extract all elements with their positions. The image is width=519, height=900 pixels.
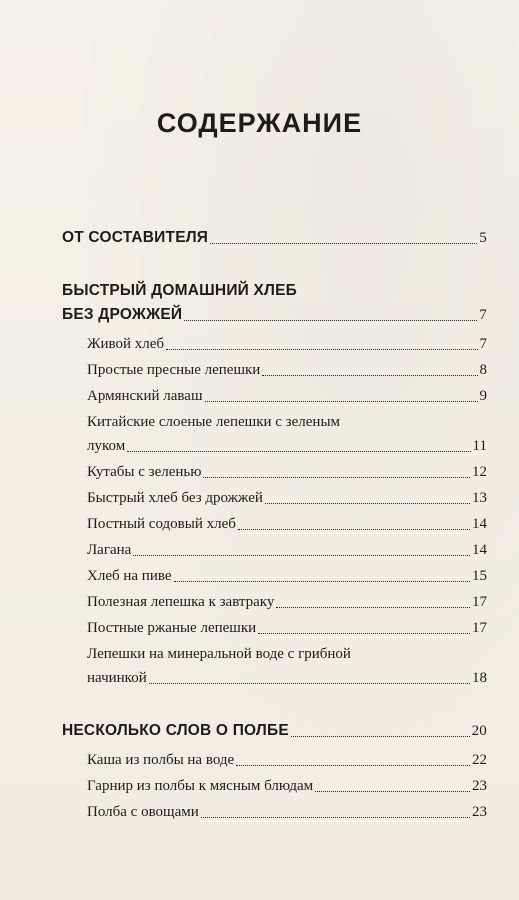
- dot-leader: [201, 817, 470, 818]
- toc-section-title-line1: БЫСТРЫЙ ДОМАШНИЙ ХЛЕБ: [62, 282, 298, 299]
- toc-item-label: Живой хлеб: [87, 336, 164, 352]
- toc-item[interactable]: [87, 800, 487, 824]
- toc-item[interactable]: [87, 358, 487, 382]
- page-number: 17: [472, 594, 487, 610]
- page-number: 20: [471, 723, 487, 739]
- page-number: 23: [472, 778, 487, 794]
- toc-item[interactable]: [87, 384, 487, 408]
- dot-leader: [291, 736, 470, 737]
- section-spacer: [62, 250, 487, 279]
- toc-item[interactable]: [87, 616, 487, 640]
- toc-item[interactable]: [87, 512, 487, 536]
- toc-item[interactable]: [87, 774, 487, 798]
- page-number: 8: [479, 362, 487, 378]
- page-number: 23: [472, 804, 487, 820]
- toc-section-title: ОТ СОСТАВИТЕЛЯ: [62, 229, 209, 246]
- dot-leader: [205, 401, 478, 402]
- toc-item-label: Хлеб на пиве: [87, 568, 172, 584]
- dot-leader: [315, 791, 470, 792]
- page-number: 14: [472, 542, 487, 558]
- page-number: 9: [479, 388, 487, 404]
- page-number: 14: [472, 516, 487, 532]
- section-spacer: [62, 690, 487, 719]
- toc-item-label: Постный содовый хлеб: [87, 516, 236, 532]
- dot-leader: [265, 503, 470, 504]
- toc-item-label: Каша из полбы на воде: [87, 752, 235, 768]
- toc-item-label-line1: Китайские слоеные лепешки с зеленым: [87, 414, 341, 430]
- page-number: 17: [472, 620, 487, 636]
- page-number: 15: [472, 568, 487, 584]
- toc-item[interactable]: [87, 564, 487, 588]
- dot-leader: [258, 633, 470, 634]
- toc-item-label-line2: начинкой: [87, 670, 147, 686]
- toc-item-label: Простые пресные лепешки: [87, 362, 261, 378]
- toc-item[interactable]: [87, 410, 487, 458]
- dot-leader: [149, 683, 470, 684]
- dot-leader: [133, 555, 470, 556]
- page-number: 7: [479, 336, 487, 352]
- page-title: СОДЕРЖАНИЕ: [156, 108, 363, 138]
- dot-leader: [184, 320, 477, 321]
- page-number: 7: [479, 307, 487, 323]
- toc-item-label: Постные ржаные лепешки: [87, 620, 257, 636]
- dot-leader: [210, 243, 477, 244]
- page-number: 5: [479, 230, 487, 246]
- toc-item[interactable]: [87, 748, 487, 772]
- toc-item[interactable]: [87, 486, 487, 510]
- dot-leader: [174, 581, 471, 582]
- page-number: 12: [472, 464, 487, 480]
- page-number: 11: [472, 438, 487, 454]
- dot-leader: [238, 529, 470, 530]
- toc-item[interactable]: [87, 460, 487, 484]
- page-number: 22: [472, 752, 487, 768]
- dot-leader: [127, 451, 470, 452]
- page-number: 13: [472, 490, 487, 506]
- toc-item-label: Гарнир из полбы к мясным блюдам: [87, 778, 314, 794]
- dot-leader: [203, 477, 470, 478]
- toc-item-label: Кутабы с зеленью: [87, 464, 202, 480]
- toc-section-title: НЕСКОЛЬКО СЛОВ О ПОЛБЕ: [62, 722, 289, 739]
- toc-item-label: Лагана: [87, 542, 132, 558]
- dot-leader: [166, 349, 478, 350]
- dot-leader: [236, 765, 470, 766]
- toc-section-author-note[interactable]: [62, 226, 487, 250]
- toc-item[interactable]: [87, 332, 487, 356]
- toc-item-label-line2: луком: [87, 438, 126, 454]
- toc-item-label: Полезная лепешка к завтраку: [87, 594, 275, 610]
- toc-item[interactable]: [87, 642, 487, 690]
- table-of-contents: [62, 226, 487, 824]
- toc-section-spelt[interactable]: [62, 719, 487, 743]
- dot-leader: [276, 607, 470, 608]
- toc-item-label: Быстрый хлеб без дрожжей: [87, 490, 263, 506]
- toc-item[interactable]: [87, 590, 487, 614]
- dot-leader: [262, 375, 477, 376]
- page-number: 18: [472, 670, 487, 686]
- toc-item-label: Полба с овощами: [87, 804, 199, 820]
- toc-item[interactable]: [87, 538, 487, 562]
- toc-item-label-line1: Лепешки на минеральной воде с грибной: [87, 646, 351, 662]
- toc-item-label: Армянский лаваш: [87, 388, 203, 404]
- toc-section-title-line2: БЕЗ ДРОЖЖЕЙ: [62, 306, 183, 323]
- toc-section-quick-bread[interactable]: [62, 279, 487, 327]
